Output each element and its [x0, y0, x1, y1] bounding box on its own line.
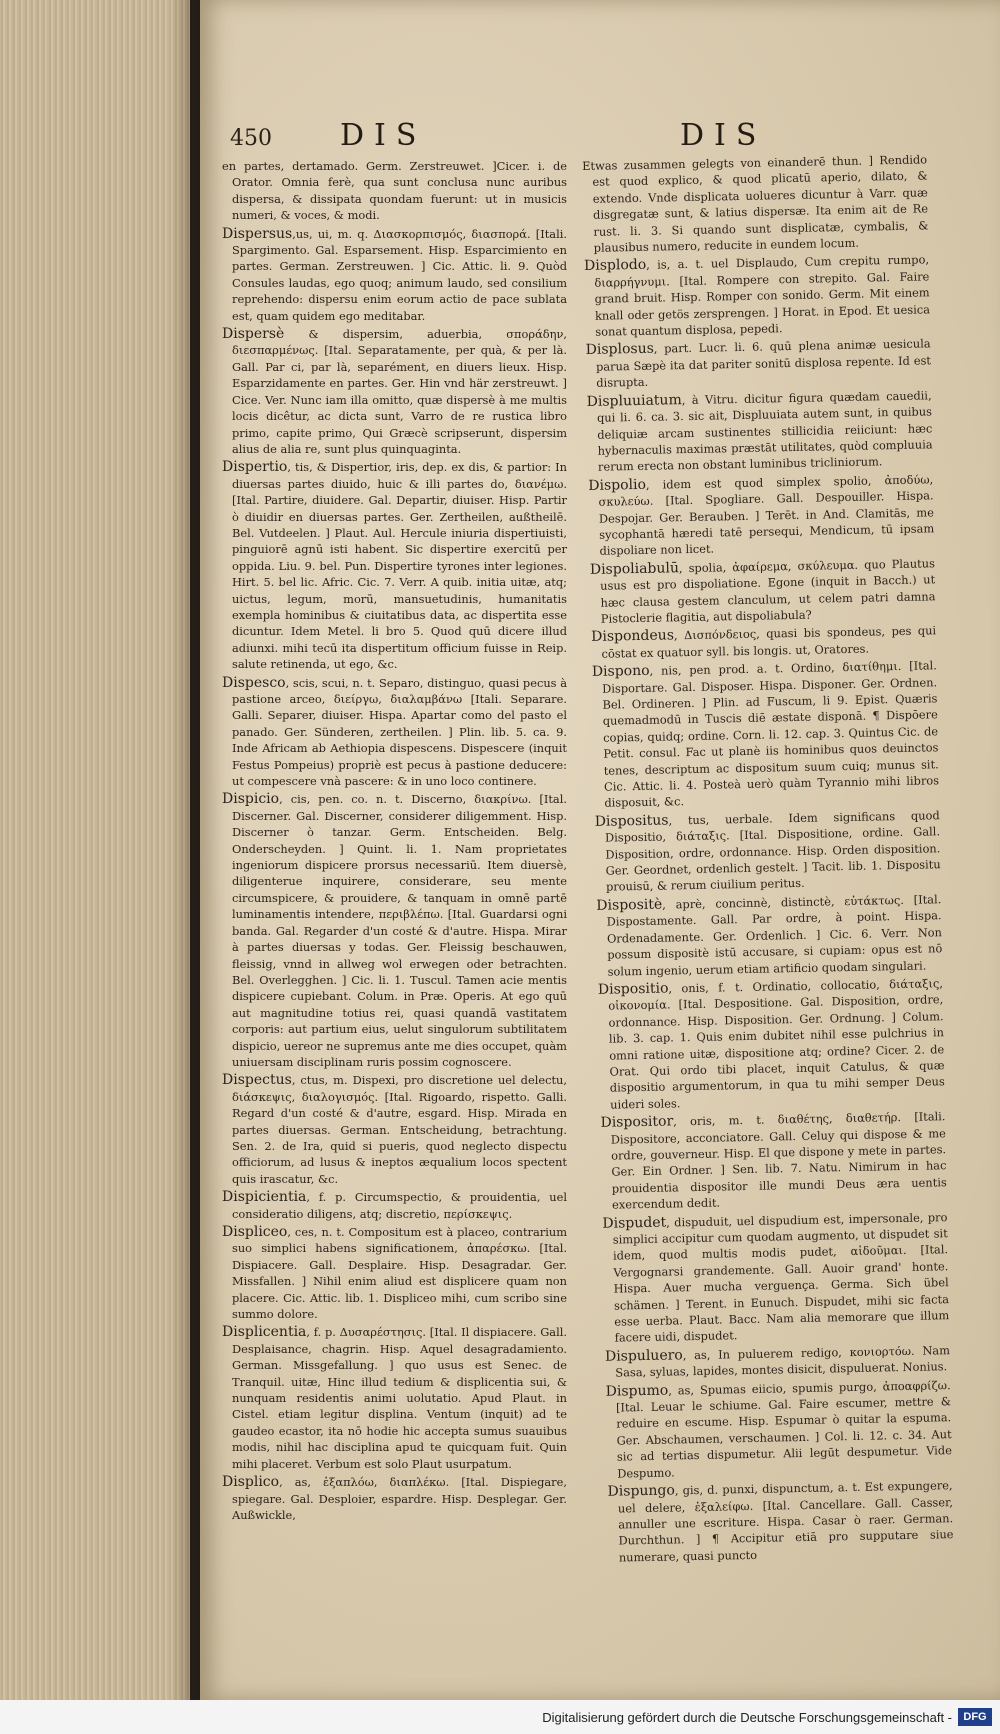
book-fore-edge	[0, 0, 190, 1700]
dictionary-entry	[590, 555, 936, 627]
entry-lemma: Dispondeus	[591, 627, 675, 646]
dictionary-entry	[598, 975, 945, 1113]
dictionary-entry	[222, 675, 567, 790]
dictionary-entry	[222, 1189, 567, 1222]
dictionary-entry	[591, 623, 937, 662]
entry-text: , tus, uerbale. Idem significans quod Dispositio, διάταξις. [Ital. Dispositione, ordine. Gall. Disposition, ordre, ordonnance. Hisp. Orden disposition. Ger. Geordnet, ordenlich gestelt. ] Tacit. lib. 1. Dispositu prouisū, & rerum ciuilium peritus.	[604, 808, 941, 895]
entry-lemma: Dispungo	[607, 1482, 676, 1500]
entry-text: , Δισπόνδειος, quasi bis spondeus, pes qui cōstat ex quatuor syll. bis longis. ut, Oratores.	[601, 623, 937, 661]
entry-text: , as, Spumas eiicio, spumis purgo, ἀποαφρίζω. [Ital. Leuar le schiume. Gal. Faire escumer, mettre & reduire en escume. Hisp. Espumar ò quitar la espuma. Ger. Abschaumen, verschaumen. ] Col. li. 12. c. 34. Aut sic ad tertias dispumetur. Alii legūt despumetur. Vide Despumo.	[615, 1377, 953, 1481]
entry-lemma: Dispesco	[222, 674, 286, 691]
entry-text: ,us, ui, m. q. Διασκορπισμός, διασπορά. [Itali. Spargimento. Gal. Esparsement. Hisp. Esparcimiento en partes. German. Zerstreuwen. ] Cic. Attic. li. 9. Quòd Consules laudas, ego quoq; animum laudo, sed consilium reprehendo: dispersu enim eorum actio de pace sublata est, quam quidem ego meditabar.	[232, 226, 567, 323]
entry-lemma: Displiceo	[222, 1224, 288, 1240]
entry-lemma: Dispositè	[596, 896, 663, 914]
dictionary-entry	[222, 1474, 567, 1523]
entry-lemma: Dispositor	[600, 1113, 674, 1131]
entry-text: , part. Lucr. li. 6. quū plena animæ uesicula parua Sæpè ita dat pariter sonitū displosa repente. Id est disrupta.	[595, 336, 932, 391]
entry-lemma: Dispositus	[594, 812, 669, 830]
dictionary-entry	[596, 891, 943, 980]
entry-lemma: Displosus	[585, 341, 654, 359]
dictionary-entry	[595, 807, 942, 896]
dictionary-entry	[222, 1324, 567, 1472]
entry-lemma: Displuuiatum	[586, 391, 682, 410]
entry-lemma: Dispuluero	[604, 1347, 683, 1365]
page-number: 450	[230, 126, 272, 151]
entry-text: , f. p. Circumspectio, & prouidentia, uel consideratio diligens, atq; discretio, περίσκεψις.	[232, 1190, 567, 1221]
entry-lemma: Displico	[222, 1474, 280, 1491]
entry-lemma: Dispumo	[605, 1382, 669, 1400]
entry-text: , cis, pen. co. n. t. Discerno, διακρίνω. [Ital. Discerner. Gal. Discerner, considerer diligemment. Hisp. Discerner ò tanzar. Germ. Entscheiden. Belg. Onderscheyden. ] Quint. li. 1. Nam proprietates ingeniorum dispicere prorsus necessariū. Item diuersè, diligenterue inquirere, considerare, seu mente circumspicere, & prouidere, & tanquam in omnē partē luminamentis intendere, περιβλέπω. [Ital. Guardarsi ogni banda. Gal. Regarder d'un costé & d'autre. Hispa. Mirar à partes diuersas y todas. Ger. Fleissig beschauwen, fleissig, vnnd in allweg wol erwegen oder betrachten. Bel. Overlegghen. ] Cic. li. 1. Tuscul. Tamen acie mentis dispicere cupiebant. Colum. in Præ. Operis. At ego quū aut magnitudine totius rei, quasi quandā vastitatem corporis: aut partium eius, uelut singulorum subtilitatem dispicio, uereor ne supremus ante me dies occupet, quàm uniuersam disciplinam ruris possim cognoscere.	[232, 792, 567, 1069]
entry-text: , onis, f. t. Ordinatio, collocatio, διάταξις, οἰκονομία. [Ital. Despositione. Gal. Disposition, ordre, ordonnance. Hisp. Disposition. Ger. Ordnung. ] Colum. lib. 3. cap. 1. Quis enim dubitet nihil esse pulchrius in omni ratione uitæ, dispositione atq; ordine? Cicer. 2. de Orat. Qui ordo tibi placet, inquit Catulus, & quæ dispositio argumentorum, in qua tu mihi semper Deus uideri soles.	[608, 976, 945, 1112]
dictionary-entry	[222, 1072, 567, 1187]
dictionary-entry	[222, 459, 567, 672]
entry-text: , gis, d. punxi, dispunctum, a. t. Est expungere, uel delere, ἐξαλείφω. [Ital. Cancellare. Gall. Casser, annuller une escriture. Hispa. Casar ò raer. German. Durchthun. ] ¶ Accipitur etiā pro supputare siue numerare, quasi puncto	[617, 1478, 954, 1565]
entry-text: , spolia, ἀφαίρεμα, σκύλευμα. quo Plautus usus est pro dispoliatione. Egone (inquit in Bacch.) ut hæc clausa gestem clanculum, ut celem patri damna Pistoclerie flagitia, aut dispoliabula?	[600, 556, 936, 626]
entry-text: , tis, & Dispertior, iris, dep. ex dis, & partior: In diuersas partes diuido, huic & illi partes do, διανέμω. [Ital. Partire, diuidere. Gal. Departir, diuiser. Hisp. Partir ò diuidir en diuersas partes. Ger. Zertheilen, außtheilē. Bel. Vutdeelen. ] Plaut. Aul. Hercule iniuria dispertiuisti, pinguiorē agnū isti habent. Sic dispertire exercitū per oppida. Liu. 9. bel. Pun. Dispertire tyrones inter legiones. Hirt. 5. bel lic. Afric. Cic. 7. Verr. A quib. initia uitæ, atq; uictus, legum, morū, mansuetudinis, humanitatis exempla hominibus & ciuitatibus data, ac dispertita esse dicuntur. Idem Metel. li bro 5. Quod quū dicere illud adiunxi. mihi tecū ita dispertitum officium fuisse in Reip. salute retinenda, ut ego, &c.	[232, 460, 567, 672]
footer-credit: Digitalisierung gefördert durch die Deutsche Forschungsgemeinschaft -	[542, 1710, 952, 1725]
dictionary-entry	[605, 1342, 951, 1381]
entry-lemma: Dispolio	[588, 476, 647, 494]
dfg-logo: DFG	[958, 1708, 992, 1726]
entry-lemma: Dispicientia	[222, 1189, 307, 1206]
entry-text: , ces, n. t. Compositum est à placeo, contrarium suo simplici habens significationem, ἀπαρέσκω. [Ital. Dispiacere. Gall. Desplaire. Hisp. Desagradar. Ger. Missfallen. ] Nihil enim aliud est displicere quam non placere. Cic. Attic. lib. 1. Displiceo mihi, cum scribo sine summo dolore.	[232, 1225, 567, 1322]
dictionary-entry	[587, 387, 934, 476]
entry-lemma: Dispertio	[222, 459, 288, 476]
dictionary-entry	[584, 252, 931, 341]
entry-text: , scis, scui, n. t. Separo, distinguo, quasi pecus à pastione arceo, διείργω, διαλαμβάνω [Itali. Separare. Galli. Separer, diuiser. Hispa. Apartar como del pasto el panado. Ger. Sünderen, zertheilen. ] Plin. lib. 5. ca. 9. Inde Africam ab Aethiopia dispescens. Dispescere (inquit Festus Pompeius) propriè est pecus à pastione deducere: ut compescere vnà pascere: & in uno loco continere.	[232, 675, 567, 789]
dictionary-entry	[600, 1108, 947, 1213]
dictionary-entry	[222, 226, 567, 324]
entry-lemma: Dispersè	[222, 326, 285, 343]
entry-lemma: Dispoliabulū	[589, 559, 680, 578]
dictionary-entry	[602, 1209, 949, 1347]
entry-text: , oris, m. t. διαθέτης, διαθετήρ. [Itali. Dispositore, acconciatore. Gall. Celuy qui dispose & me ordre, gouverneur. Hisp. El que dispone y mete in partes. Ger. Ein Ordner. ] Sen. lib. 7. Natu. Nimirum in hac prouidentia dispositor ille mundi Deus æra uentis exercendum dedit.	[610, 1109, 947, 1212]
dictionary-entry	[222, 158, 567, 224]
entry-lemma: Displicentia	[222, 1324, 307, 1341]
dictionary-entry	[592, 657, 940, 811]
entry-text: , as, ἐξαπλόω, διαπλέκω. [Ital. Dispiegare, spiegare. Gal. Desploier, espardre. Hisp. Desplegar. Ger. Außwickle,	[232, 1475, 567, 1522]
entry-text: , à Vitru. dicitur figura quædam cauedii, qui li. 6. ca. 3. sic ait, Displuuiata autem sunt, in quibus deliquiæ arcam sustinentes stillicidia reiiciunt: hæc hybernaculis maximas præstāt utilitates, quòd compluuia rerum erecta non obstant luminibus tricliniorum.	[596, 388, 933, 475]
entry-lemma: Dispectus	[222, 1072, 292, 1089]
entry-text: , ctus, m. Dispexi, pro discretione uel delectu, διάσκεψις, διαλογισμός. [Ital. Rigoardo, rispetto. Galli. Regard d'un costé & d'autre, esgard. Hisp. Mirada en partes diuersas. German. Entscheidung, betrachtung. Sen. 2. de Ira, quid si pueris, quod neglecto dispectu officiorum, ad lusus & ineptos æqualium locos spectent quis irascatur, &c.	[232, 1073, 567, 1186]
entry-lemma: Dispositio	[597, 980, 669, 998]
dictionary-entry	[222, 791, 567, 1070]
entry-lemma: Dispudet	[602, 1214, 667, 1232]
running-head-right: DIS	[680, 118, 767, 153]
digitization-footer	[0, 1700, 1000, 1734]
left-column	[222, 158, 567, 1525]
running-head-left: DIS	[340, 118, 427, 153]
entry-text: , is, a. t. uel Displaudo, Cum crepitu rumpo, διαρρήγνυμι. [Ital. Rompere con strepito. Gal. Faire grand bruit. Hisp. Romper con sonido. Germ. Mit einem knall oder getös zersprengen. ] Horat. in Epod. Et uesica sonat quantum displosa, pepedi.	[594, 252, 931, 339]
entry-text: en partes, dertamado. Germ. Zerstreuwet. ]Cicer. i. de Orator. Omnia ferè, qua sunt conclusa nunc auribus dispersa, & dissipata quondam fuerunt: ut in musicis numeri, & voces, & modi.	[222, 159, 567, 223]
entry-text: & dispersim, aduerbia, σποράδην, διεσπαρμένως. [Ital. Separatamente, per quà, & per là. Gall. Par ci, par là, separément, en diuers lieux. Hisp. Esparzidamente en partes. Ger. Hin vnd här zerstreuwt. ] Cice. Ver. Nunc iam illa omitto, quæ dispersè à me multis locis dicêtur, ac dicta sunt, Varro de re rustica libro primo, capite primo, Qui Græcè scripserunt, dispersim alius de alia re, sunt plus quinquaginta.	[232, 327, 567, 456]
entry-lemma: Displodo	[583, 257, 647, 275]
entry-lemma: Dispono	[591, 662, 650, 681]
entry-text: , nis, pen prod. a. t. Ordino, διατίθημι. [Ital. Disportare. Gal. Disposer. Hispa. Disponer. Ger. Ordnen. Bel. Ordineren. ] Plin. ad Fuscum, li 9. Epist. Quæris quemadmodū in Tuscis diē æstate disponā. ¶ Dispōere copias, quidq; ordine. Corn. li. 12. cap. 3. Quintus Cic. de Petit. consul. Fac ut planè iis hominibus quos deuinctos tenes, descriptum ac dispositum suum cuiq; munus sit. Cic. Attic. li. 4. Posteà uerò quàm Tyrannio mihi libros disposuit, &c.	[602, 658, 940, 811]
entry-text: , as, In puluerem redigo, κονιορτόω. Nam Sasa, syluas, lapides, montes disicit, dispuluerat. Nonius.	[615, 1343, 951, 1380]
dictionary-entry	[606, 1377, 953, 1482]
entry-lemma: Dispicio	[222, 791, 280, 808]
entry-text: , aprè, concinnè, distinctè, εὐτάκτως. [Ital. Dispostamente. Gall. Par ordre, à point. Hispa. Ordenadamente. Ger. Ordenlich. ] Cic. 6. Verr. Non possum dispositè istū accusare, si cupiam: opus est nō solum ingenio, uerum etiam artificio quodam singulari.	[606, 892, 943, 979]
dictionary-entry	[222, 1224, 567, 1322]
dictionary-entry	[607, 1477, 954, 1566]
dictionary-entry	[586, 336, 932, 392]
dictionary-entry	[222, 326, 567, 457]
entry-text: Etwas zusammen gelegts von einanderē thun. ] Rendido est quod explico, & quod plicatū aperio, dilato, & extendo. Vnde displicata uolueres dicuntur à Varr. quæ disgregatæ sunt, & latius dispersæ. Ita enim ait de Re rust. li. 3. Si quando sunt displicatæ, cymbalis, & plausibus numero, reducite in eundem locum.	[582, 152, 929, 255]
entry-text: , dispuduit, uel dispudium est, impersonale, pro simplici accipitur cum quodam augmento, ut dispudet sit idem, quod multis modis pudet, αἰδοῦμαι. [Ital. Vergognarsi grandemente. Gall. Auoir grand' honte. Hispa. Auer mucha verguença. Germa. Sich übel schämen. ] Terent. in Eunuch. Dispudet, mihi sic facta esse uerba. Plaut. Bacc. Nam alia memorare que illum facere uidi, dispudet.	[612, 1209, 950, 1346]
entry-lemma: Dispersus	[222, 225, 293, 242]
dictionary-entry	[588, 471, 935, 560]
entry-text: , idem est quod simplex spolio, ἀποδύω, σκυλεύω. [Ital. Spogliare. Gall. Despouiller. Hispa. Despojar. Ger. Berauben. ] Terēt. in And. Clamitās, me sycophantā hæredi tatē persequi, Mendicum, tū ipsam dispoliare non licet.	[598, 472, 935, 559]
dictionary-entry	[582, 151, 929, 256]
book-page	[200, 0, 1000, 1700]
entry-text: , f. p. Δυσαρέστησις. [Ital. Il dispiacere. Gall. Desplaisance, chagrin. Hisp. Aquel desagradamiento. German. Missgefallung. ] quo usus est Senec. de Tranquil. uitæ, Hinc illud tedium & displicentia sui, & nunquam residentis animi uolutatio. Apud Plaut. in Cistel. etiam legitur displina. Ventum (inquit) ad te gaudeo ecastor, ita nō hodie hic accepta sumus suauibus modis, nihil hac disciplina apud te quicquam fuit. Quin mihi placeret. Verbum est solo Plaut usurpatum.	[232, 1325, 567, 1471]
right-column	[582, 151, 954, 1567]
